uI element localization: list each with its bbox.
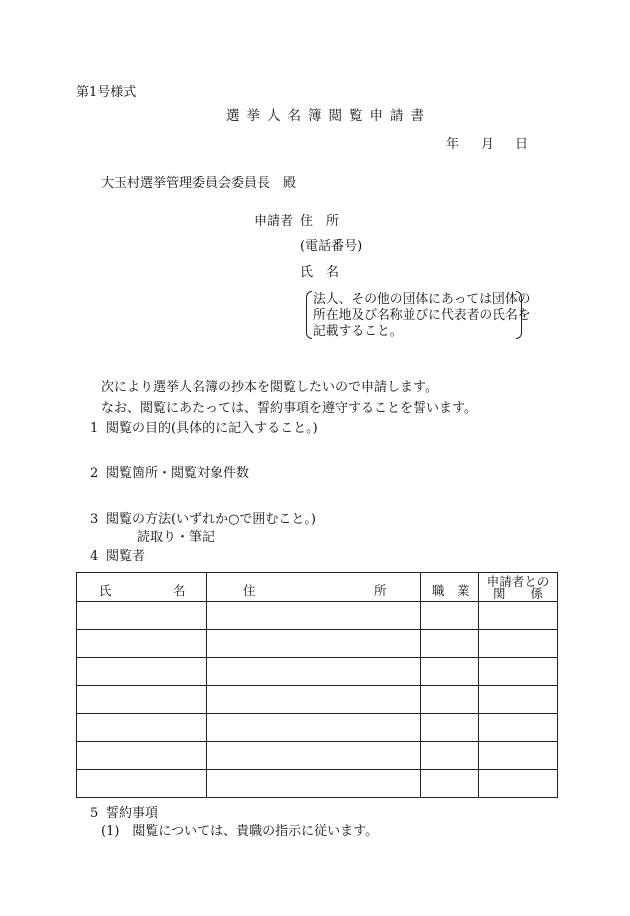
applicant-label: 申請者: [254, 214, 294, 229]
date-year: 年: [446, 137, 460, 152]
viewer-table: [76, 572, 558, 798]
intro-line-2: なお、閲覧にあたっては、誓約事項を遵守することを誓います。: [101, 401, 477, 416]
cell-occupation[interactable]: [421, 742, 479, 770]
table-header-row: [77, 573, 558, 602]
header-relation-line-2: 関 係: [492, 585, 543, 601]
intro-line-1: 次により選挙人名簿の抄本を閲覧したいので申請します。: [101, 380, 438, 395]
cell-name[interactable]: [77, 742, 207, 770]
item-1-number: 1: [90, 421, 99, 436]
item-2-text: 閲覧箇所・閲覧対象件数: [106, 466, 250, 481]
address-label: 住 所: [300, 214, 340, 229]
cell-occupation[interactable]: [421, 714, 479, 742]
table-row: [77, 630, 558, 658]
item-3-option[interactable]: 読取り・筆記: [137, 530, 216, 545]
cell-relation[interactable]: [479, 770, 558, 798]
cell-name[interactable]: [77, 602, 207, 630]
header-name-a: 氏: [99, 582, 112, 598]
table-row: [77, 714, 558, 742]
cell-relation[interactable]: [479, 658, 558, 686]
page-title: 選挙人名簿閲覧申請書: [226, 108, 431, 124]
item-4-number: 4: [90, 549, 99, 564]
cell-address[interactable]: [207, 742, 421, 770]
applicant-note-bracket: [306, 291, 531, 339]
addressee: 大玉村選挙管理委員会委員長 殿: [101, 176, 297, 191]
header-occupation: [421, 573, 479, 602]
item-5-sub-1: (1) 閲覧については、貴職の指示に従います。: [101, 824, 379, 839]
header-relation-line-1: 申請者との: [486, 573, 550, 589]
cell-relation[interactable]: [479, 602, 558, 630]
date-day: 日: [515, 137, 529, 152]
table-row: [77, 686, 558, 714]
cell-relation[interactable]: [479, 742, 558, 770]
header-address-b: 所: [374, 582, 387, 598]
note-line-3: 記載すること。: [313, 324, 403, 339]
header-occupation-label: 職 業: [432, 582, 470, 598]
note-line-2: 所在地及び名称並びに代表者の氏名を: [313, 308, 531, 323]
date-month: 月: [481, 137, 495, 152]
cell-occupation[interactable]: [421, 686, 479, 714]
phone-label: (電話番号): [300, 239, 363, 254]
item-5-number: 5: [90, 806, 99, 821]
name-label: 氏 名: [300, 265, 340, 280]
cell-address[interactable]: [207, 770, 421, 798]
item-4-text: 閲覧者: [106, 549, 146, 564]
cell-address[interactable]: [207, 686, 421, 714]
cell-address[interactable]: [207, 658, 421, 686]
item-3-text: 閲覧の方法(いずれか○で囲むこと。): [106, 512, 316, 527]
cell-name[interactable]: [77, 630, 207, 658]
header-name-b: 名: [173, 582, 186, 598]
cell-relation[interactable]: [479, 714, 558, 742]
item-2-number: 2: [90, 466, 99, 481]
table-row: [77, 602, 558, 630]
cell-relation[interactable]: [479, 686, 558, 714]
table-row: [77, 742, 558, 770]
cell-name[interactable]: [77, 658, 207, 686]
bracket-left: [306, 291, 312, 339]
item-1-text: 閲覧の目的(具体的に記入すること。): [106, 421, 318, 436]
item-5-text: 誓約事項: [106, 806, 159, 821]
cell-name[interactable]: [77, 686, 207, 714]
cell-occupation[interactable]: [421, 602, 479, 630]
item-3-number: 3: [90, 512, 99, 527]
header-address-a: 住: [243, 582, 256, 598]
cell-address[interactable]: [207, 630, 421, 658]
header-name: [77, 573, 207, 602]
form-number: 第1号様式: [76, 85, 137, 100]
cell-occupation[interactable]: [421, 658, 479, 686]
table-row: [77, 770, 558, 798]
cell-address[interactable]: [207, 714, 421, 742]
cell-occupation[interactable]: [421, 770, 479, 798]
note-line-1: 法人、その他の団体にあっては団体の: [313, 292, 531, 307]
cell-address[interactable]: [207, 602, 421, 630]
table-row: [77, 658, 558, 686]
cell-relation[interactable]: [479, 630, 558, 658]
cell-name[interactable]: [77, 714, 207, 742]
cell-name[interactable]: [77, 770, 207, 798]
cell-occupation[interactable]: [421, 630, 479, 658]
header-address: [207, 573, 421, 602]
header-relation: [479, 573, 558, 602]
